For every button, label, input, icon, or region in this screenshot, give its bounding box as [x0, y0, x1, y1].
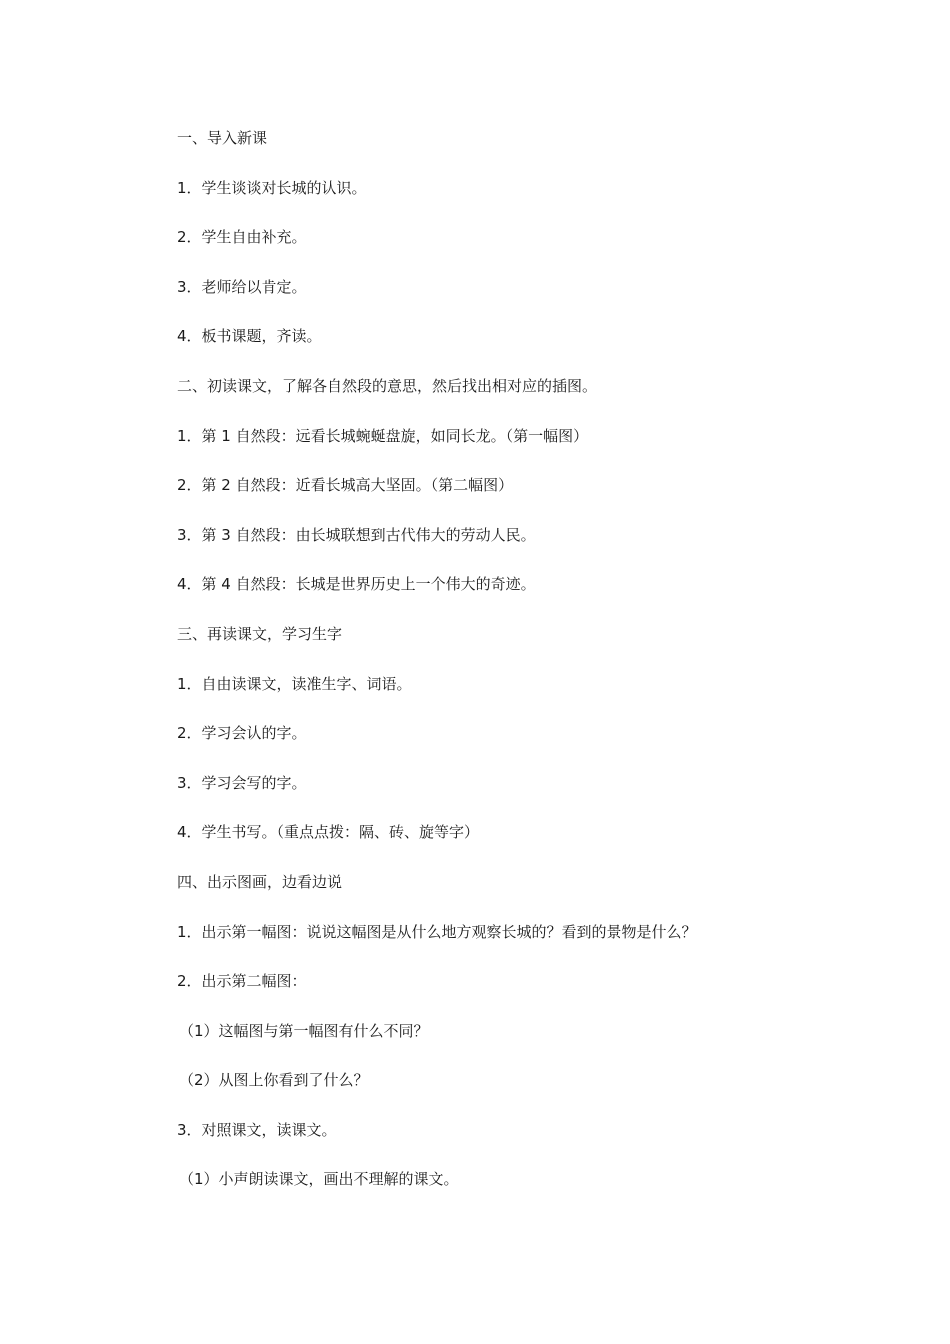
list-item: 4．学生书写。（重点点拨：隔、砖、旋等字） — [177, 823, 480, 842]
sub-list-item: （1）这幅图与第一幅图有什么不同？ — [179, 1021, 429, 1040]
list-item: 1．出示第一幅图：说说这幅图是从什么地方观察长城的？看到的景物是什么？ — [177, 922, 697, 941]
sub-list-item: （1）小声朗读课文，画出不理解的课文。 — [179, 1170, 459, 1189]
list-item: 2．出示第二幅图： — [177, 972, 307, 991]
list-item: 3．对照课文，读课文。 — [177, 1120, 337, 1139]
list-item: 1．第 1 自然段：远看长城蜿蜒盘旋，如同长龙。（第一幅图） — [177, 426, 589, 445]
list-item: 3．学习会写的字。 — [177, 773, 307, 792]
sub-list-item: （2）从图上你看到了什么？ — [179, 1071, 369, 1090]
list-item: 2．学习会认的字。 — [177, 724, 307, 743]
list-item: 1．学生谈谈对长城的认识。 — [177, 178, 367, 197]
section-heading-4: 四、出示图画，边看边说 — [177, 872, 343, 891]
list-item: 3．老师给以肯定。 — [177, 277, 307, 296]
list-item: 3．第 3 自然段：由长城联想到古代伟大的劳动人民。 — [177, 525, 536, 544]
list-item: 4．第 4 自然段：长城是世界历史上一个伟大的奇迹。 — [177, 575, 536, 594]
list-item: 1．自由读课文，读准生字、词语。 — [177, 674, 412, 693]
section-heading-3: 三、再读课文，学习生字 — [177, 624, 343, 643]
list-item: 2．学生自由补充。 — [177, 228, 307, 247]
section-heading-2: 二、初读课文，了解各自然段的意思，然后找出相对应的插图。 — [177, 376, 598, 395]
section-heading-1: 一、导入新课 — [177, 129, 268, 147]
document-body — [177, 126, 877, 1217]
list-item: 4．板书课题，齐读。 — [177, 327, 322, 346]
list-item: 2．第 2 自然段：近看长城高大坚固。（第二幅图） — [177, 476, 514, 495]
